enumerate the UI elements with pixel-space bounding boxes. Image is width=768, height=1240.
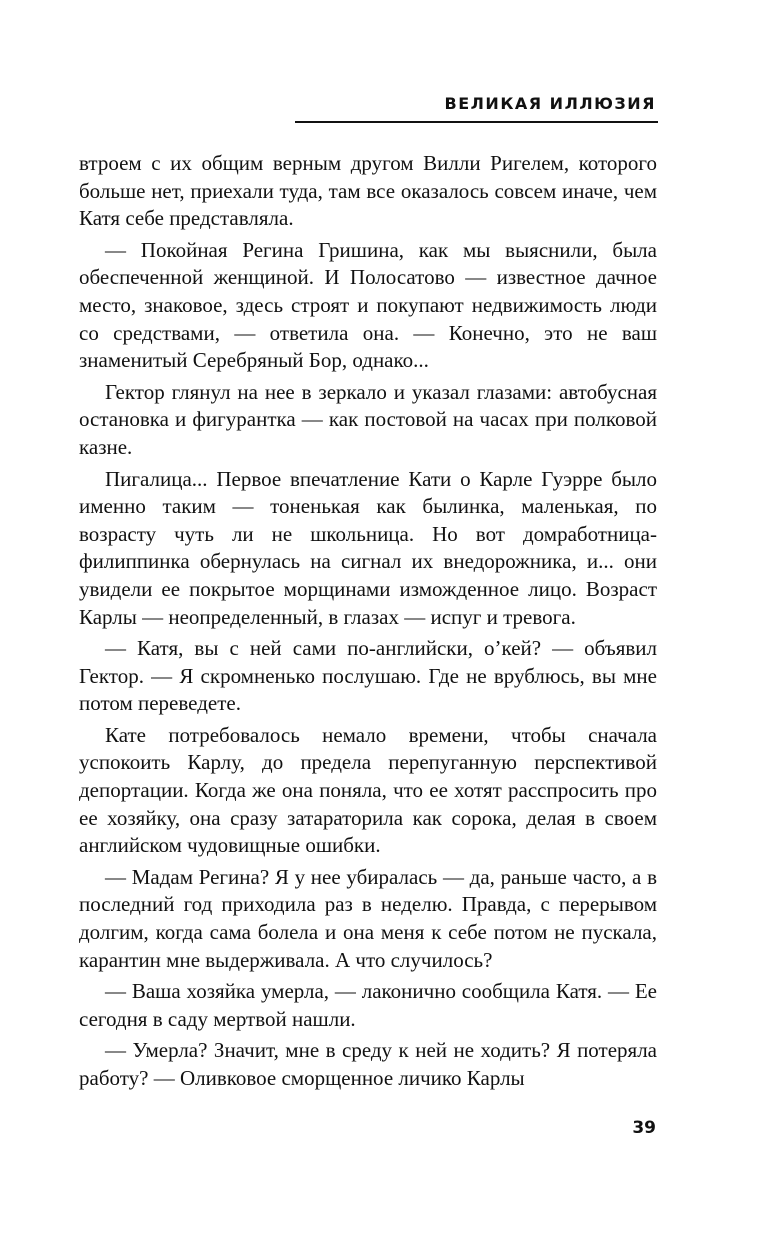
paragraph: — Покойная Регина Гришина, как мы выяснили, была обеспеченной женщиной. И Полосатово — известное дачное место, знаковое, здесь строят и покупают недвижимость люди со средствами, — ответила она. — Конечно, это не ваш знаменитый Серебряный Бор, однако... xyxy=(79,237,657,373)
running-header-title: ВЕЛИКАЯ ИЛЛЮЗИЯ xyxy=(444,94,656,113)
paragraph: втроем с их общим верным другом Вилли Ригелем, которого больше нет, приехали туда, там все оказалось совсем иначе, чем Катя себе представляла. xyxy=(79,151,657,231)
paragraph: — Мадам Регина? Я у нее убиралась — да, раньше часто, а в последний год приходила раз в неделю. Правда, с перерывом долгим, когда сама болела и она меня к себе потом не пускала, карантин мне выдерживала. А что случилось? xyxy=(79,864,657,972)
paragraph: Пигалица... Первое впечатление Кати о Карле Гуэрре было именно таким — тоненькая как былинка, маленькая, по возрасту чуть ли не школьница. Но вот домработница-филиппинка обернулась на сигнал их внедорожника, и... они увидели ее покрытое морщинами изможденное лицо. Возраст Карлы — неопределенный, в глазах — испуг и тревога. xyxy=(79,466,657,629)
book-text xyxy=(79,150,657,1097)
paragraph: Кате потребовалось немало времени, чтобы сначала успокоить Карлу, до предела перепуганную перспективой депортации. Когда же она поняла, что ее хотят расспросить про ее хозяйку, она сразу затараторила как сорока, делая в своем английском чудовищные ошибки. xyxy=(79,722,657,858)
header-rule xyxy=(295,121,658,123)
paragraph: — Умерла? Значит, мне в среду к ней не ходить? Я потеряла работу? — Оливковое сморщенное личико Карлы xyxy=(79,1038,657,1090)
paragraph: — Ваша хозяйка умерла, — лаконично сообщила Катя. — Ее сегодня в саду мертвой нашли. xyxy=(79,979,657,1031)
paragraph: — Катя, вы с ней сами по-английски, о’кей? — объявил Гектор. — Я скромненько послушаю. Где не врублюсь, вы мне потом переведете. xyxy=(79,636,657,716)
page-number: 39 xyxy=(632,1118,656,1138)
paragraph: Гектор глянул на нее в зеркало и указал глазами: автобусная остановка и фигурантка — как постовой на часах при полковой казне. xyxy=(79,379,657,459)
